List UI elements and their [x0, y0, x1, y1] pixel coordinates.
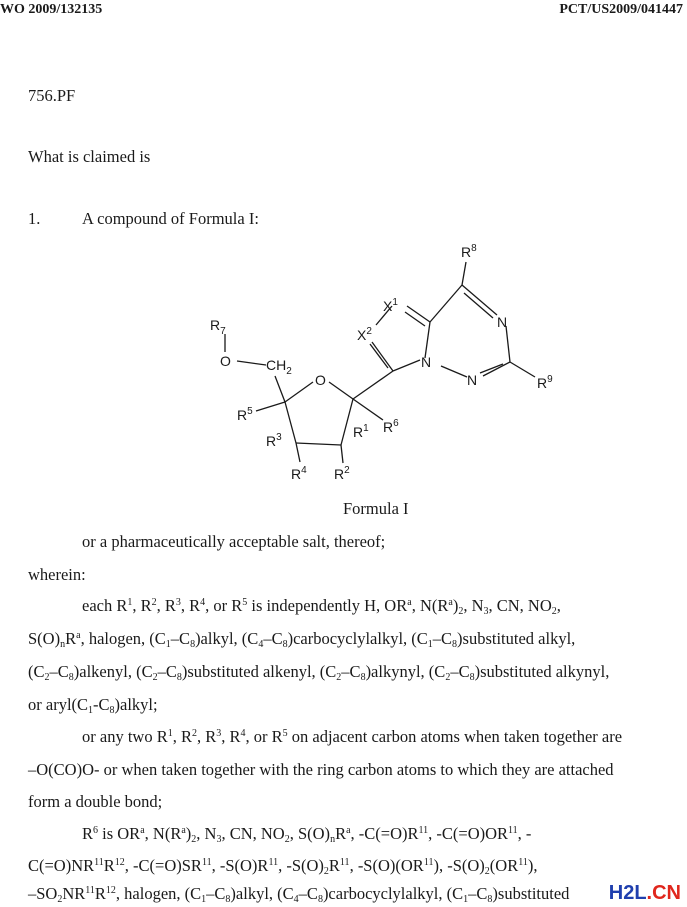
- para3-line1: $R^6$ is $OR^a$, $N(R^a)_2$, $N_3$, CN, $NO_2$, $S(O)_nR^a$, $-C(=O)R^{11}$, $-C(=O)OR^{11}$, -: [82, 824, 532, 845]
- label-r3: $R^3$: [266, 432, 282, 449]
- para3-line3: $-SO_2NR^{11}R^{12}$, halogen, $(C_1-C_8)alkyl$, $(C_4-C_8)carbocyclylalkyl$, $(C_1-C_8)substituted$: [28, 884, 570, 905]
- para3-line2: $C(=O)NR^{11}R^{12}$, $-C(=O)SR^{11}$, $-S(O)R^{11}$, $-S(O)_2R^{11}$, -S(O)(OR$^{11}$), $-S(O)_2(OR^{11})$,: [28, 856, 538, 877]
- patent-number: WO 2009/132135: [0, 2, 103, 17]
- label-x1: $X^1$: [383, 297, 398, 314]
- para1-line1: each $R^1$, $R^2$, $R^3$, $R^4$, or $R^5$ is independently H, $OR^a$, $N(R^a)_2$, $N_3$, CN, $NO_2$,: [82, 596, 561, 617]
- claim-intro: A compound of Formula I:: [82, 209, 259, 228]
- claim-number: 1.: [28, 209, 41, 228]
- label-r5: $R^5$: [237, 406, 253, 423]
- application-number: PCT/US2009/041447: [559, 2, 683, 17]
- label-r7: $R_7$: [210, 317, 226, 337]
- para1-line2: $S(O)_nR^a$, halogen, $(C_1-C_8)alkyl$, $(C_4-C_8)carbocyclylalkyl$, $(C_1-C_8)substituted$ alkyl,: [28, 629, 576, 650]
- label-n-bottom: N: [467, 372, 478, 388]
- label-r2: $R^2$: [334, 465, 350, 482]
- label-ether-oxygen: O: [220, 353, 231, 369]
- docket-number: 756.PF: [28, 86, 76, 105]
- label-r8: $R^8$: [461, 243, 477, 260]
- watermark-h2l: H2L: [608, 882, 647, 904]
- label-r1: $R^1$: [353, 423, 369, 440]
- formula-caption: Formula I: [343, 499, 409, 518]
- label-r9: $R^9$: [537, 374, 553, 391]
- salt-clause: or a pharmaceutically acceptable salt, thereof;: [82, 532, 386, 551]
- claims-heading: What is claimed is: [28, 147, 151, 166]
- para1-line4: or $aryl(C_1-C_8)alkyl$;: [28, 695, 158, 716]
- para1-line3: $(C_2-C_8)alkenyl$, $(C_2-C_8)substituted$ alkenyl, $(C_2-C_8)alkynyl$, $(C_2-C_8)substituted$ alkynyl,: [28, 662, 610, 683]
- watermark-logo: [607, 882, 683, 905]
- para2-line3: form a double bond;: [28, 792, 163, 811]
- para2-line1: or any two $R^1$, $R^2$, $R^3$, $R^4$, or $R^5$ on adjacent carbon atoms when taken together are: [82, 727, 623, 746]
- label-n-top: N: [497, 314, 508, 330]
- watermark-cn: .CN: [646, 882, 681, 904]
- wherein-label: wherein:: [28, 565, 86, 584]
- label-r4: $R^4$: [291, 465, 307, 482]
- label-r6: $R^6$: [383, 418, 399, 435]
- label-x2: $X^2$: [357, 326, 372, 343]
- para2-line2: –O(CO)O- or when taken together with the ring carbon atoms to which they are attached: [28, 760, 614, 779]
- label-n-bridgehead: N: [421, 354, 432, 370]
- label-ring-oxygen: O: [315, 372, 326, 388]
- label-ch2: $CH_2$: [266, 357, 292, 377]
